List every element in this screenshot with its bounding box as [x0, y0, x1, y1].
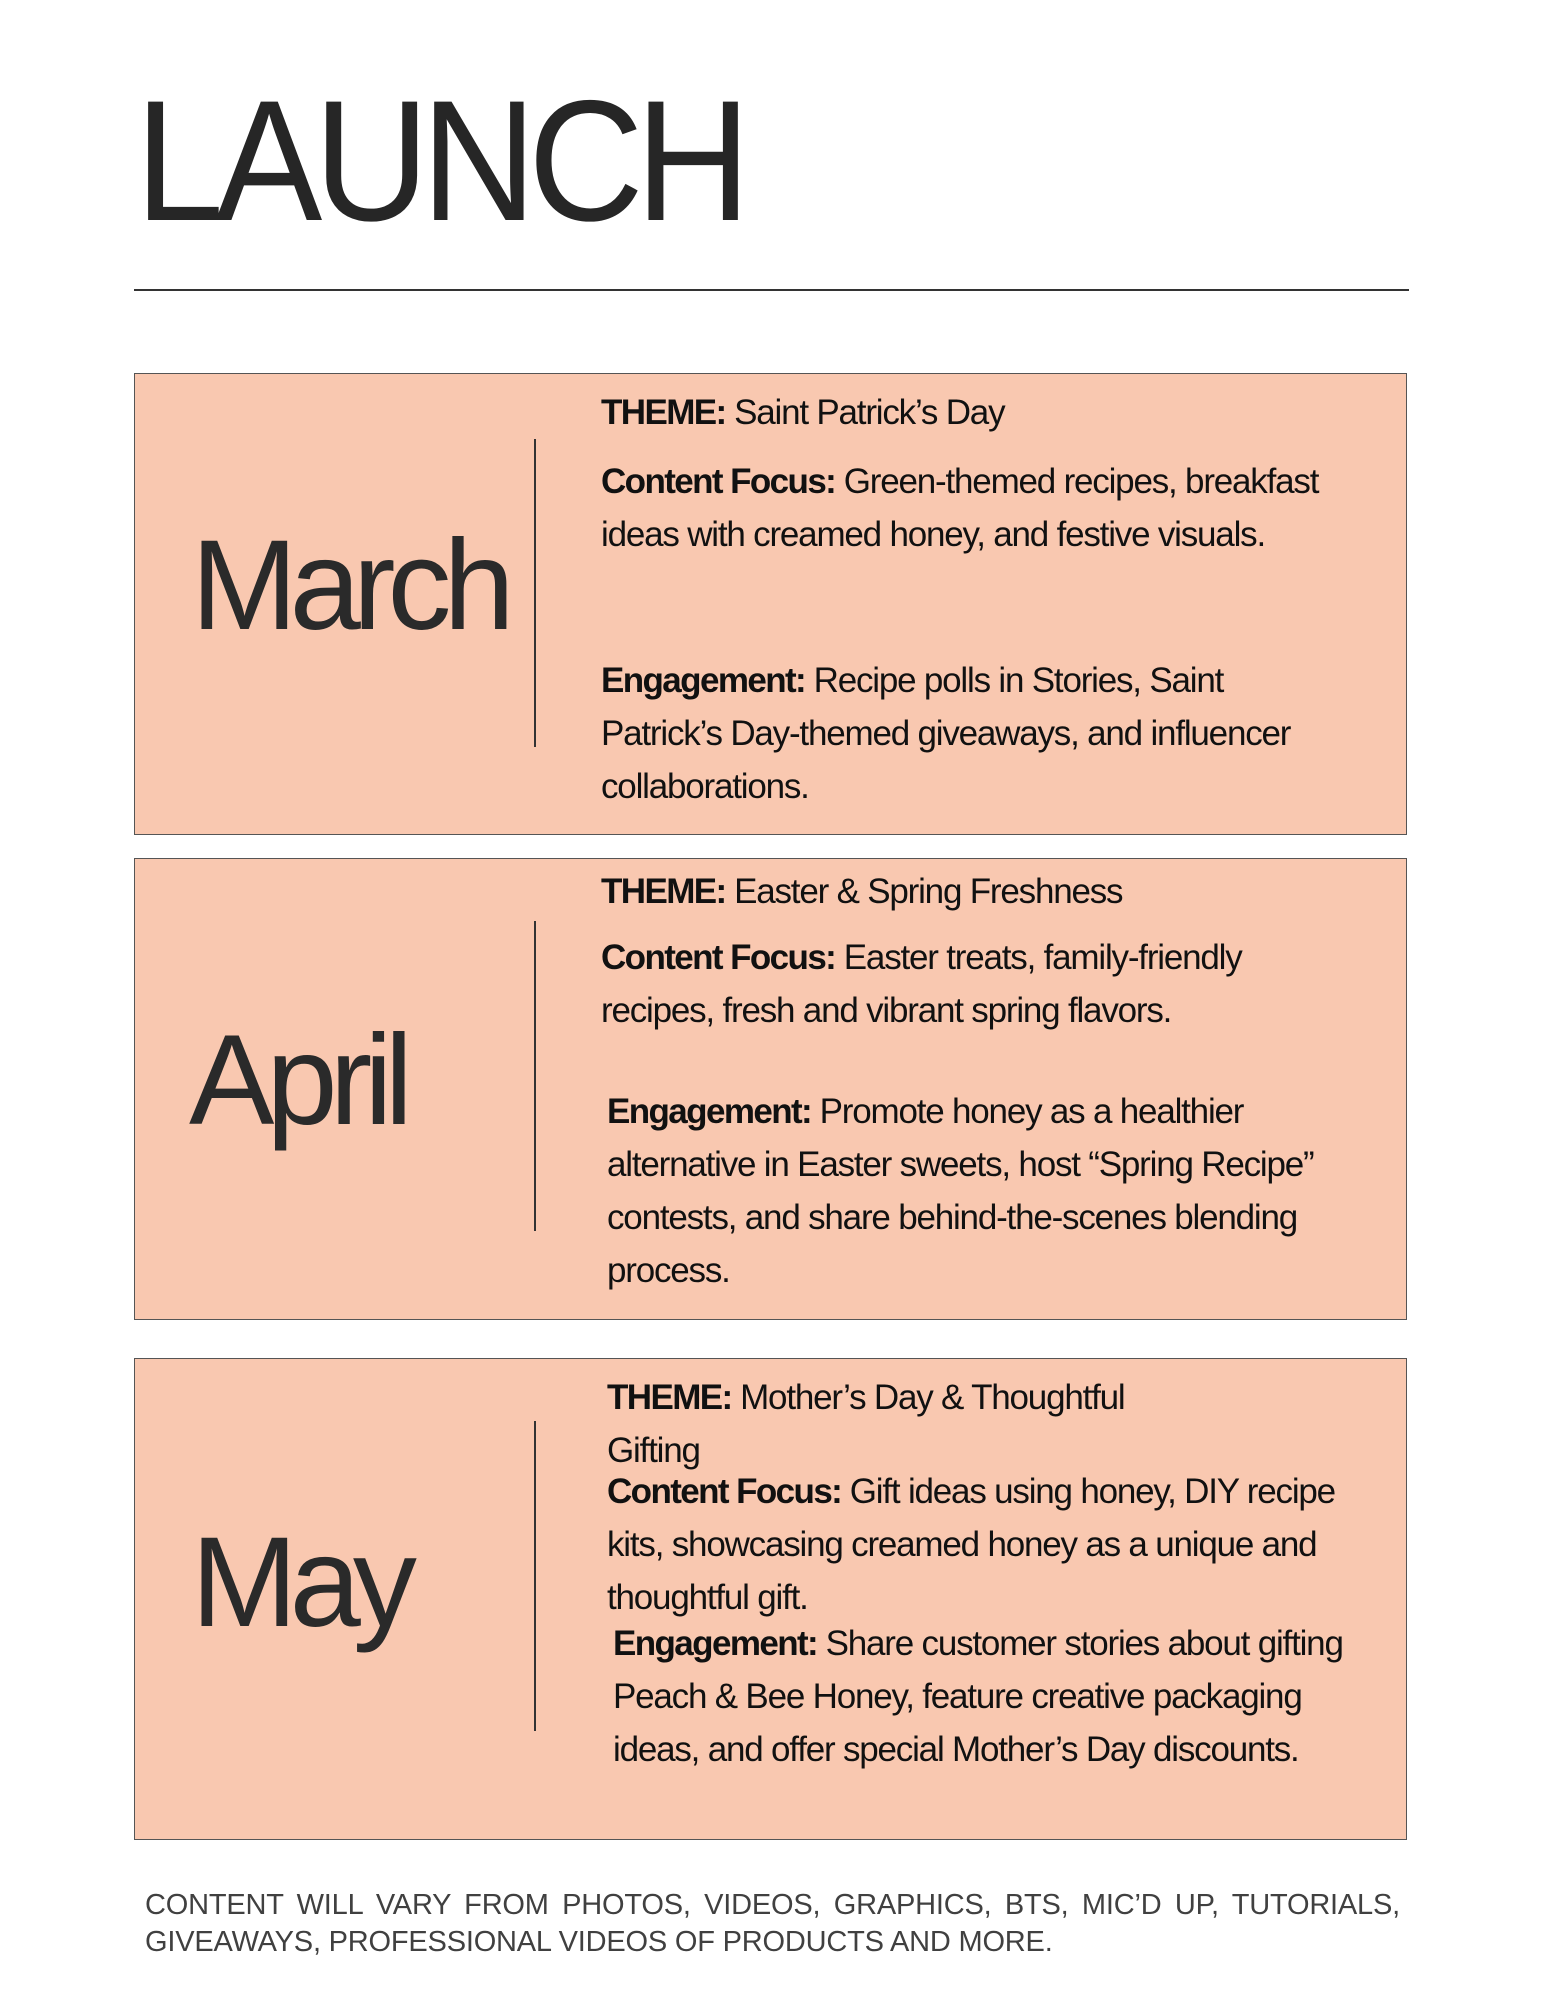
engagement-value: Share customer stories about gifting Peach & Bee Honey, feature creative packaging ideas, and offer special Mother’s Day discounts.	[613, 1624, 1343, 1769]
month-name: May	[191, 1511, 409, 1654]
theme-line	[607, 1371, 1187, 1477]
title-divider	[134, 289, 1409, 291]
month-card-may	[134, 1358, 1407, 1840]
content-focus-value: Gift ideas using honey, DIY recipe kits, showcasing creamed honey as a unique and thoughtful gift.	[607, 1472, 1335, 1617]
vertical-divider	[534, 1421, 536, 1731]
content-focus	[607, 1465, 1367, 1624]
engagement-label: Engagement:	[607, 1092, 812, 1131]
content-focus	[601, 931, 1361, 1037]
content-focus-label: Content Focus:	[601, 938, 836, 977]
vertical-divider	[534, 439, 536, 747]
engagement-value: Recipe polls in Stories, Saint Patrick’s Day-themed giveaways, and influencer collaborations.	[601, 661, 1291, 806]
theme-value: Mother’s Day & Thoughtful Gifting	[607, 1378, 1125, 1470]
theme-label: THEME:	[607, 1378, 732, 1417]
theme-label: THEME:	[601, 393, 726, 432]
month-card-march	[134, 373, 1407, 835]
engagement	[613, 1617, 1373, 1776]
page-title: LAUNCH	[135, 65, 743, 257]
engagement	[601, 654, 1321, 813]
engagement-label: Engagement:	[601, 661, 806, 700]
content-focus-value: Green-themed recipes, breakfast ideas with creamed honey, and festive visuals.	[601, 462, 1319, 554]
theme-line	[601, 867, 1361, 917]
theme-value: Easter & Spring Freshness	[734, 872, 1123, 911]
theme-line	[601, 388, 1361, 438]
vertical-divider	[534, 921, 536, 1231]
month-card-april	[134, 858, 1407, 1320]
theme-label: THEME:	[601, 872, 726, 911]
content-focus-label: Content Focus:	[607, 1472, 842, 1511]
content-focus-value: Easter treats, family-friendly recipes, fresh and vibrant spring flavors.	[601, 938, 1242, 1030]
engagement-label: Engagement:	[613, 1624, 818, 1663]
theme-value: Saint Patrick’s Day	[734, 393, 1005, 432]
content-focus-label: Content Focus:	[601, 462, 836, 501]
content-focus	[601, 455, 1321, 561]
month-name: March	[191, 514, 507, 657]
month-name: April	[189, 1009, 406, 1152]
engagement	[607, 1085, 1347, 1297]
engagement-value: Promote honey as a healthier alternative in Easter sweets, host “Spring Recipe” contests, and share behind-the-scenes blending process.	[607, 1092, 1314, 1290]
footer-note: CONTENT WILL VARY FROM PHOTOS, VIDEOS, GRAPHICS, BTS, MIC’D UP, TUTORIALS, GIVEAWAYS, PROFESSIONAL VIDEOS OF PRODUCTS AND MORE.	[145, 1889, 1400, 1958]
